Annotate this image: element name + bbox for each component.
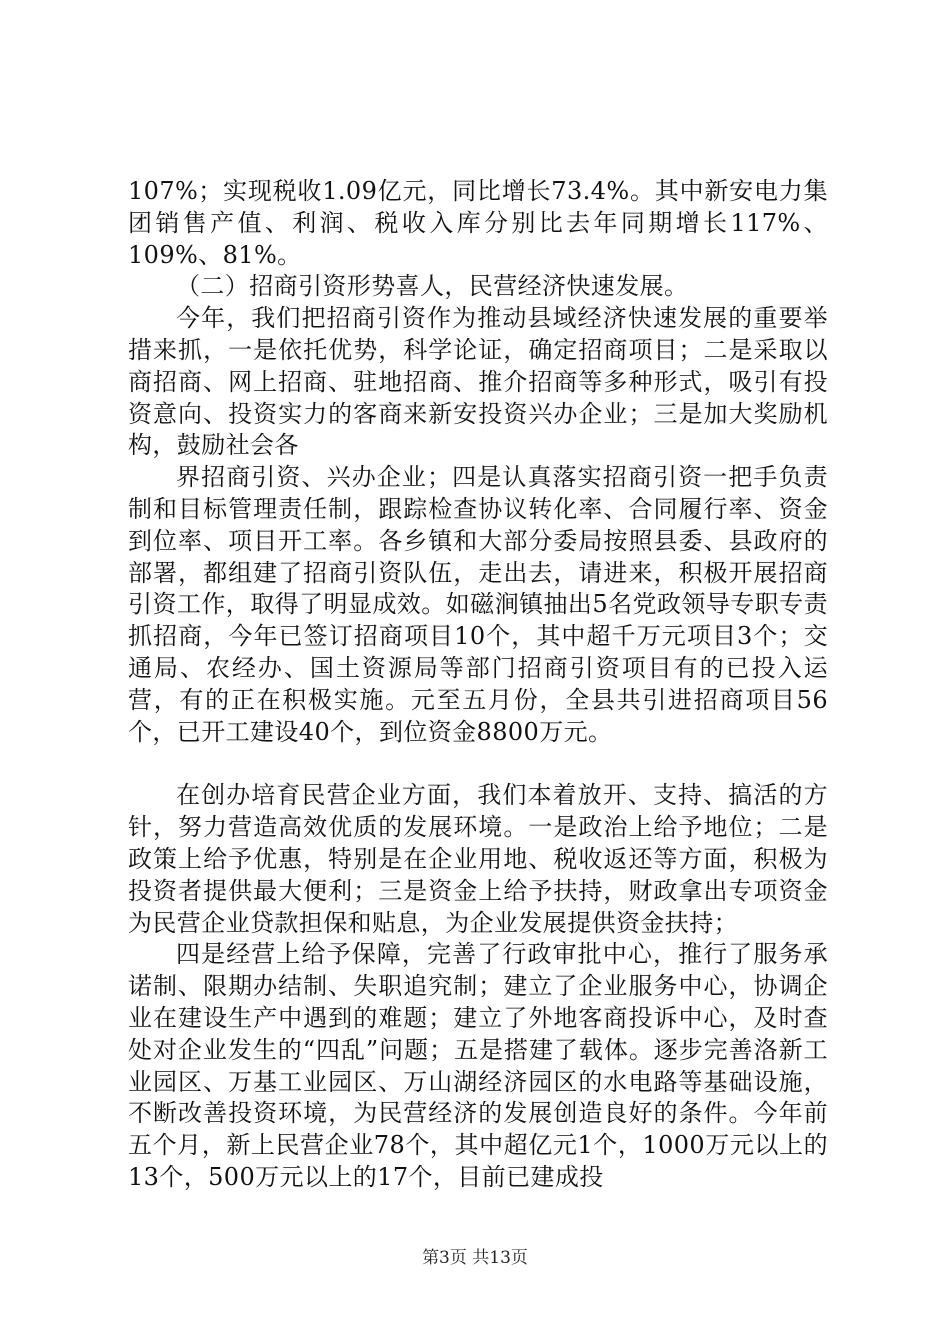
paragraph: 今年，我们把招商引资作为推动县域经济快速发展的重要举措来抓，一是依托优势，科学论证，确定招商项目；二是采取以商招商、网上招商、驻地招商、推介招商等多种形式，吸引有投资意向、投资实力的客商来新安投资兴办企业；三是加大奖励机构，鼓励社会各 — [128, 304, 828, 460]
paragraph: 界招商引资、兴办企业；四是认真落实招商引资一把手负责制和目标管理责任制，跟踪检查协议转化率、合同履行率、资金到位率、项目开工率。各乡镇和大部分委局按照县委、县政府的部署，都组建了招商引资队伍，走出去，请进来，积极开展招商引资工作，取得了明显成效。如磁涧镇抽出5名党政领导专职专责抓招商，今年已签订招商项目10个，其中超千万元项目3个；交通局、农经办、国土资源局等部门招商引资项目有的已投入运营，有的正在积极实施。元至五月份，全县共引进招商项目56个，已开工建设40个，到位资金8800万元。 — [128, 463, 828, 746]
page-number-footer: 第3页 共13页 — [422, 1248, 528, 1268]
paragraph: 在创办培育民营企业方面，我们本着放开、支持、搞活的方针，努力营造高效优质的发展环境。一是政治上给予地位；二是政策上给予优惠，特别是在企业用地、税收返还等方面，积极为投资者提供最大便利；三是资金上给予扶持，财政拿出专项资金为民营企业贷款担保和贴息，为企业发展提供资金扶持； — [128, 781, 828, 937]
paragraph-continuation: 107%；实现税收1.09亿元，同比增长73.4%。其中新安电力集团销售产值、利润、税收入库分别比去年同期增长117%、109%、81%。 — [128, 177, 828, 269]
document-body — [128, 176, 828, 1194]
section-heading: （二）招商引资形势喜人，民营经济快速发展。 — [176, 272, 689, 301]
paragraph: 四是经营上给予保障，完善了行政审批中心，推行了服务承诺制、限期办结制、失职追究制；建立了企业服务中心，协调企业在建设生产中遇到的难题；建立了外地客商投诉中心，及时查处对企业发生的“四乱”问题；五是搭建了载体。逐步完善洛新工业园区、万基工业园区、万山湖经济园区的水电路等基础设施，不断改善投资环境，为民营经济的发展创造良好的条件。今年前五个月，新上民营企业78个，其中超亿元1个，1000万元以上的13个，500万元以上的17个，目前已建成投 — [128, 940, 828, 1191]
